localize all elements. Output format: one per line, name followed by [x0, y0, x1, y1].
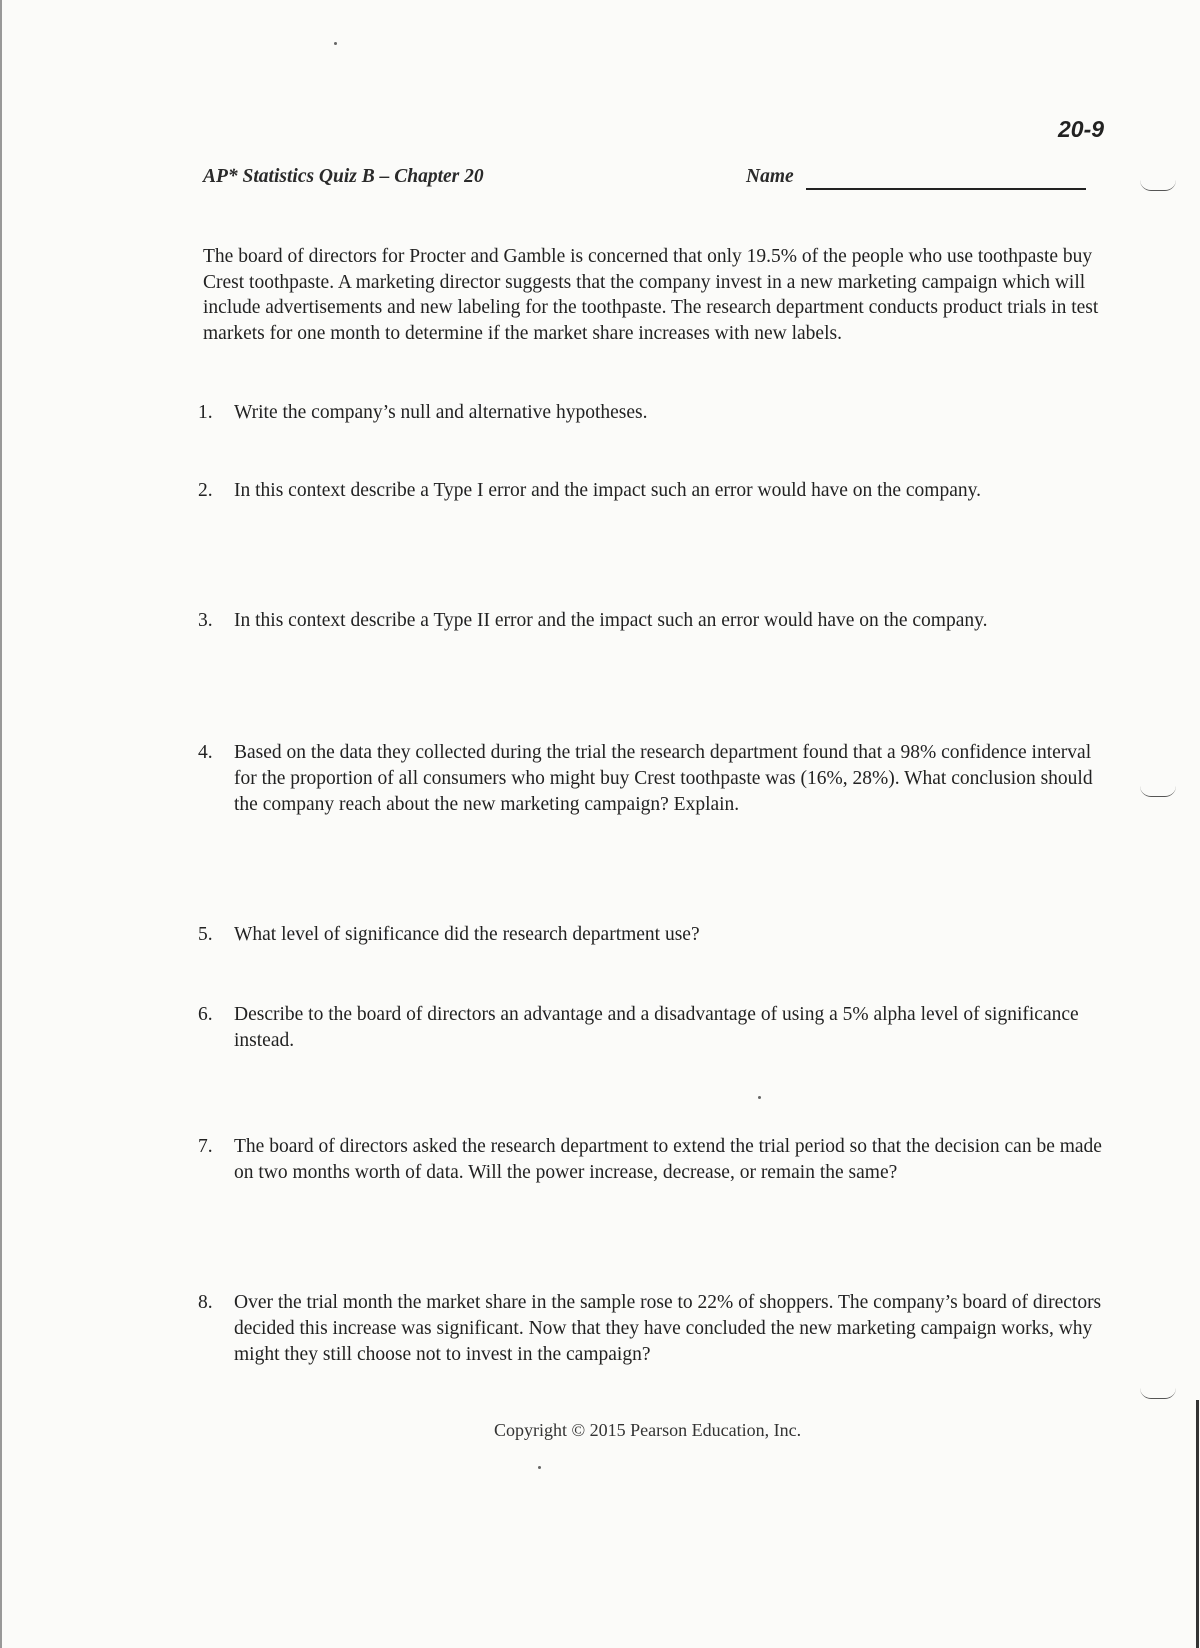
question-text: Over the trial month the market share in the sample rose to 22% of shoppers. The company’s board of directors decided this increase was significant. Now that they have concluded the new marketing campaign works, why might they still choose not to invest in the campaign? — [234, 1292, 1102, 1365]
question-number: 5. — [198, 924, 213, 945]
question-text: What level of significance did the research department use? — [234, 924, 700, 945]
intro-paragraph: The board of directors for Procter and Gamble is concerned that only 19.5% of the people who use toothpaste buy Crest toothpaste. A marketing director suggests that the company invest in a new marketing campaign which will include advertisements and new labeling for the toothpaste. The research department conducts product trials in test markets for one month to determine if the market share increases with new labels. — [203, 246, 1099, 344]
question-number: 1. — [198, 402, 213, 423]
question-item — [198, 478, 1118, 504]
page-number: 20-9 — [1058, 116, 1105, 142]
question-number: 7. — [198, 1136, 213, 1157]
question-text: Describe to the board of directors an advantage and a disadvantage of using a 5% alpha level of significance instead. — [234, 1004, 1079, 1051]
scan-mark — [1140, 786, 1176, 797]
question-number: 3. — [198, 610, 213, 631]
question-item — [198, 608, 1118, 634]
question-text: The board of directors asked the research department to extend the trial period so that the decision can be made on two months worth of data. Will the power increase, decrease, or remain the same? — [234, 1136, 1102, 1183]
question-item — [198, 922, 1118, 948]
scan-mark — [1140, 180, 1176, 191]
question-number: 4. — [198, 742, 213, 763]
question-item — [198, 740, 1118, 818]
scan-speck — [758, 1096, 761, 1099]
scan-mark — [1140, 1388, 1176, 1399]
question-item — [198, 1002, 1118, 1054]
question-text: Write the company’s null and alternative hypotheses. — [234, 402, 648, 423]
question-text: In this context describe a Type I error and the impact such an error would have on the company. — [234, 480, 981, 501]
question-item — [198, 400, 1118, 426]
copyright-footer: Copyright © 2015 Pearson Education, Inc. — [493, 1420, 802, 1440]
question-text: In this context describe a Type II error and the impact such an error would have on the company. — [234, 610, 988, 631]
question-item — [198, 1290, 1118, 1368]
name-field-line — [806, 188, 1086, 190]
name-label: Name — [746, 166, 794, 187]
question-text: Based on the data they collected during the trial the research department found that a 98% confidence interval for the proportion of all consumers who might buy Crest toothpaste was (16%, 28%). What conclusion should the company reach about the new marketing campaign? Explain. — [234, 742, 1093, 815]
scan-speck — [334, 42, 337, 45]
scan-left-edge — [0, 0, 2, 1648]
question-number: 2. — [198, 480, 213, 501]
question-number: 6. — [198, 1004, 213, 1025]
quiz-title: AP* Statistics Quiz B – Chapter 20 — [203, 166, 484, 187]
scan-speck — [538, 1466, 541, 1469]
question-item — [198, 1134, 1118, 1186]
question-number: 8. — [198, 1292, 213, 1313]
